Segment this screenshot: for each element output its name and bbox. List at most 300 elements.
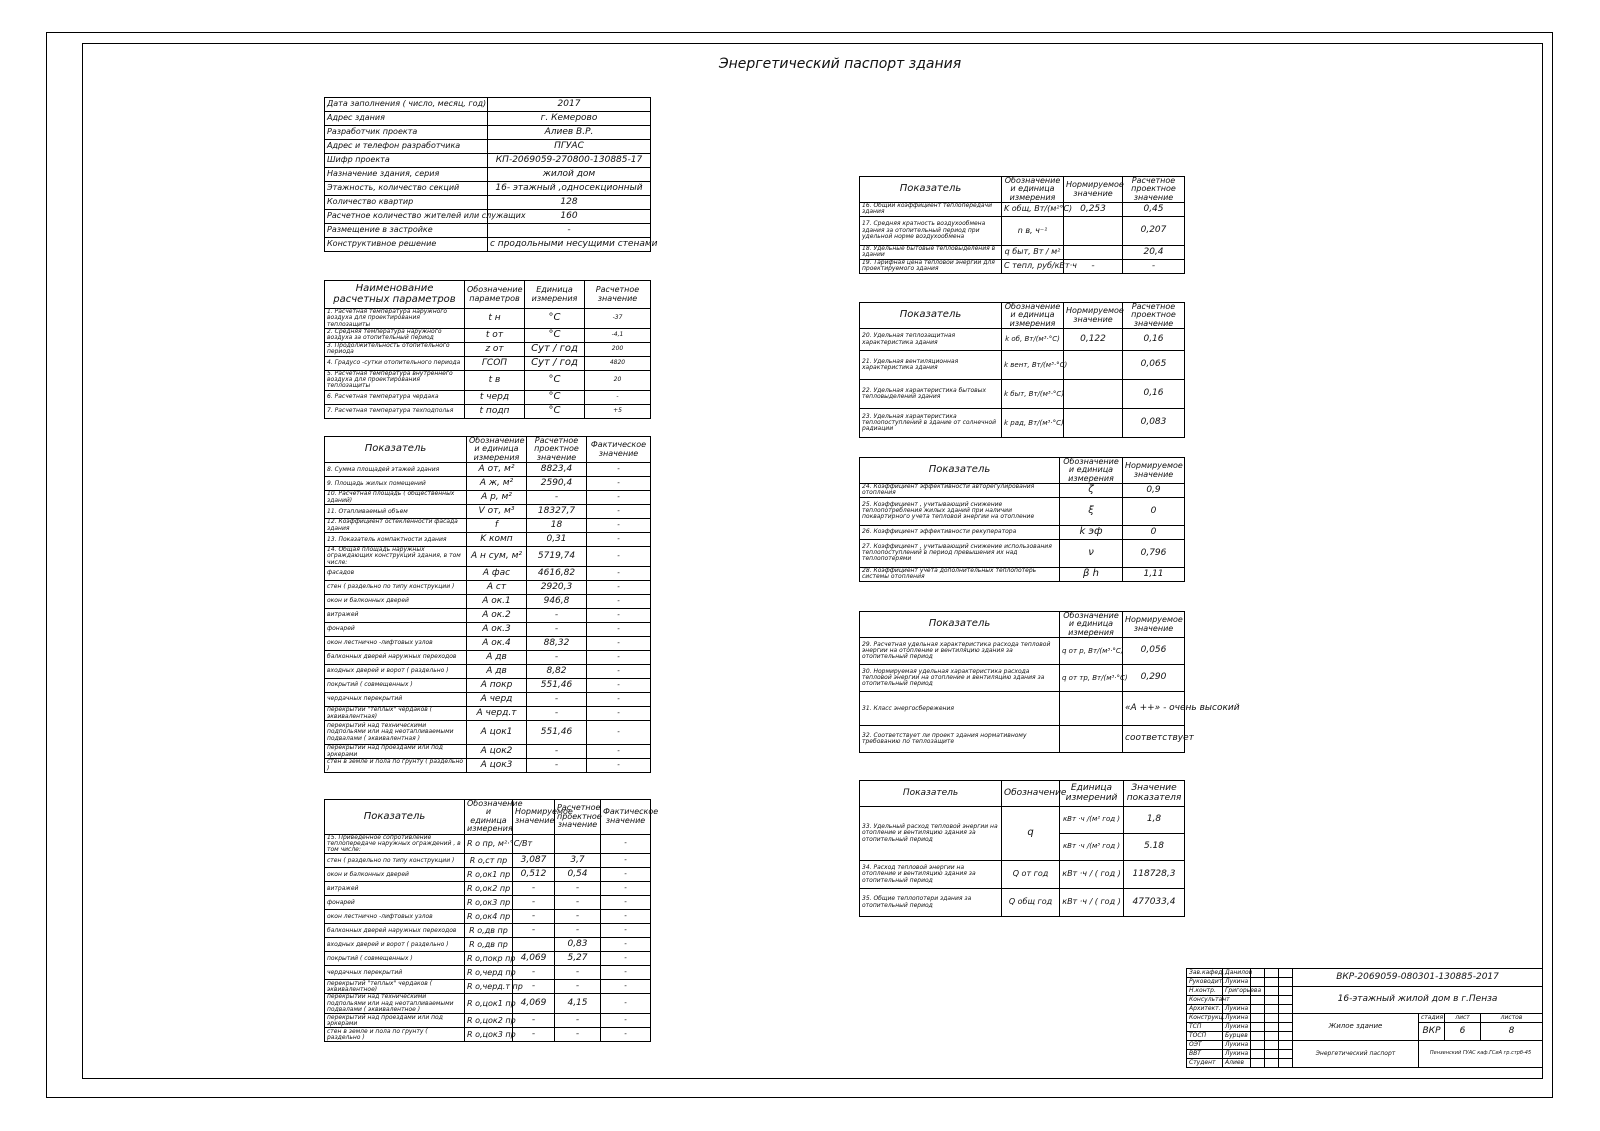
resistance-cell: фонарей: [325, 896, 465, 910]
general-info-body: [325, 98, 658, 252]
stamp-building: Жилое здание: [1293, 1014, 1419, 1041]
classification-cell: 31. Класс энергосбережения: [860, 692, 1060, 726]
general-row-label: Назначение здания, серия: [325, 168, 488, 182]
geometry-cell: перекрытий над проездами или под эркерами: [325, 745, 467, 759]
resistance-cell: R о,черд пр: [465, 966, 513, 980]
stamp-stage-header: стадия: [1419, 1014, 1445, 1023]
geometry-cell: A н сум, м²: [467, 547, 527, 567]
resistance-cell: 0,83: [555, 938, 601, 952]
specific-cell: 0,122: [1064, 329, 1123, 351]
resistance-cell: 0,54: [555, 868, 601, 882]
classification-cell: соответствует: [1123, 726, 1185, 753]
general-row-value: 16- этажный ,односекционный: [488, 182, 651, 196]
general-row-label: Размещение в застройке: [325, 224, 488, 238]
heat_transfer-row: [860, 245, 1185, 259]
stamp-role: Консультант: [1187, 996, 1223, 1005]
geometry-header: Фактическое значение: [587, 437, 651, 463]
resistance-cell: R о,ст пр: [465, 854, 513, 868]
design_params-cell: t черд: [465, 390, 525, 404]
resistance-cell: -: [555, 924, 601, 938]
resistance-cell: R о пр, м²·°С/Вт: [465, 834, 513, 854]
general-row: [325, 140, 651, 154]
stamp-org: Пензенский ГУАС каф.ГСиА гр.стрб-45: [1419, 1041, 1543, 1068]
specific-cell: 23. Удельная характеристика теплопоступлений в здание от солнечной радиации: [860, 409, 1002, 438]
coefficients-cell: 0,9: [1123, 484, 1185, 498]
geometry-header: Расчетное проектное значение: [527, 437, 587, 463]
stamp-sign: [1251, 1014, 1265, 1023]
resistance-cell: 4,15: [555, 994, 601, 1014]
resistance-cell: перекрытий над техническими подпольями или над неотапливаемыми подвалами ( эквивалентное ): [325, 994, 465, 1014]
heat_transfer-row: [860, 259, 1185, 273]
heat_transfer-cell: [1064, 245, 1123, 259]
geometry-row: [325, 693, 651, 707]
general-row-label: Конструктивное решение: [325, 238, 488, 252]
general-row: [325, 126, 651, 140]
geometry-cell: 4616,82: [527, 567, 587, 581]
geometry-cell: -: [587, 707, 651, 721]
stamp-sign: [1251, 1059, 1265, 1068]
geometry-row: [325, 519, 651, 533]
classification-table: [859, 611, 1240, 753]
geometry-cell: 8,82: [527, 665, 587, 679]
geometry-cell: A ок.3: [467, 623, 527, 637]
resistance-row: [325, 1028, 651, 1042]
general-row: [325, 112, 651, 126]
classification-cell: 32. Соответствует ли проект здания нормативному требованию по теплозащите: [860, 726, 1060, 753]
general-row: [325, 224, 651, 238]
resistance-cell: 3,087: [513, 854, 555, 868]
design_params-cell: -37: [585, 309, 651, 329]
geometry-row: [325, 679, 651, 693]
geometry-cell: -: [587, 651, 651, 665]
geometry-cell: 0,31: [527, 533, 587, 547]
geometry-cell: -: [587, 463, 651, 477]
specific-cell: k вент, Вт/(м³·°С): [1002, 351, 1064, 380]
resistance-cell: стен в земле и пола по грунту ( раздельно ): [325, 1028, 465, 1042]
resistance-cell: R о,ок1 пр: [465, 868, 513, 882]
heat_transfer-cell: 16. Общий коэффициент теплопередачи здания: [860, 203, 1002, 217]
resistance-cell: R о,черд.т пр: [465, 980, 513, 994]
geometry-cell: -: [527, 491, 587, 505]
general-row-label: Расчетное количество жителей или служащих: [325, 210, 488, 224]
resistance-cell: [555, 834, 601, 854]
specific-row: [860, 351, 1185, 380]
design_params-cell: z от: [465, 342, 525, 356]
stamp-date: [1265, 969, 1279, 978]
title-block-row: [1187, 1014, 1543, 1023]
design_params-row: [325, 356, 651, 370]
energy-cell: Q общ год: [1002, 889, 1060, 917]
resistance-row: [325, 966, 651, 980]
geometry-cell: 88,32: [527, 637, 587, 651]
design_params-cell: Сут / год: [525, 342, 585, 356]
resistance-row: [325, 834, 651, 854]
resistance-row: [325, 924, 651, 938]
coefficients-header: Нормируемое значение: [1123, 458, 1185, 484]
resistance-row: [325, 910, 651, 924]
geometry-cell: 5719,74: [527, 547, 587, 567]
heat_transfer-cell: [1064, 216, 1123, 245]
stamp-sign: [1251, 1050, 1265, 1059]
general-row-label: Дата заполнения ( число, месяц, год): [325, 98, 488, 112]
stamp-role: ТОСП: [1187, 1032, 1223, 1041]
stamp-name: Алиев: [1223, 1059, 1251, 1068]
geometry-cell: A цок3: [467, 759, 527, 773]
geometry-cell: A черд: [467, 693, 527, 707]
specific-row: [860, 409, 1185, 438]
design_params-row: [325, 390, 651, 404]
geometry-row: [325, 623, 651, 637]
resistance-cell: -: [513, 1014, 555, 1028]
geometry-row: [325, 505, 651, 519]
design_params-row: [325, 404, 651, 418]
geometry-cell: A ок.1: [467, 595, 527, 609]
resistance-cell: -: [555, 980, 601, 994]
classification-cell: 30. Нормируемая удельная характеристика расхода тепловой энергии на отопление и вентиляцию здания за отопительный период: [860, 665, 1060, 692]
heat_transfer-cell: -: [1123, 259, 1185, 273]
resistance-cell: -: [513, 1028, 555, 1042]
resistance-cell: [513, 938, 555, 952]
stamp-sheet-header: лист: [1445, 1014, 1481, 1023]
heat_transfer-cell: 20,4: [1123, 245, 1185, 259]
specific-cell: [1064, 351, 1123, 380]
geometry-cell: -: [587, 679, 651, 693]
resistance-cell: балконных дверей наружных переходов: [325, 924, 465, 938]
specific-cell: k быт, Вт/(м³·°С): [1002, 380, 1064, 409]
design_params-row: [325, 342, 651, 356]
design_params-row: [325, 328, 651, 342]
stamp-sign: [1251, 1023, 1265, 1032]
coefficients-cell: 24. Коэффициент эффективности авторегулирования отопления: [860, 484, 1060, 498]
specific-header: Расчетное проектное значение: [1123, 303, 1185, 329]
resistance-row: [325, 952, 651, 966]
resistance-cell: -: [555, 896, 601, 910]
specific-cell: k об, Вт/(м³·°С): [1002, 329, 1064, 351]
resistance-row: [325, 868, 651, 882]
general-row-label: Шифр проекта: [325, 154, 488, 168]
resistance-header: Показатель: [325, 800, 465, 835]
design_params-cell: 4. Градусо -сутки отопительного периода: [325, 356, 465, 370]
stamp-name: Лукина: [1223, 978, 1251, 987]
specific-row: [860, 380, 1185, 409]
resistance-cell: R о,покр пр: [465, 952, 513, 966]
energy-consumption-table: [859, 780, 1185, 917]
geometry-cell: покрытий ( совмещенных ): [325, 679, 467, 693]
geometry-cell: -: [587, 581, 651, 595]
resistance-row: [325, 938, 651, 952]
classification-cell: 0,290: [1123, 665, 1185, 692]
coefficients-header: Показатель: [860, 458, 1060, 484]
geometry-cell: балконных дверей наружных переходов: [325, 651, 467, 665]
coefficients-row: [860, 497, 1185, 525]
title-block-row: [1187, 969, 1543, 978]
coefficients-cell: k эф: [1060, 525, 1123, 539]
general-row-value: КП-2069059-270800-130885-17: [488, 154, 651, 168]
stamp-blank: [1279, 978, 1293, 987]
classification-header: Обозначение и единица измерения: [1060, 612, 1123, 638]
coefficients-cell: 0,796: [1123, 539, 1185, 567]
general-row-label: Адрес здания: [325, 112, 488, 126]
geometry-cell: -: [527, 609, 587, 623]
geometry-table: [324, 436, 651, 773]
specific-cell: 0,16: [1123, 380, 1185, 409]
design_params-row: [325, 309, 651, 329]
resistance-header: Фактическое значение: [601, 800, 651, 835]
stamp-sign: [1251, 996, 1265, 1005]
stamp-name: Лукина: [1223, 1005, 1251, 1014]
design_params-header: Наименование расчетных параметров: [325, 281, 465, 309]
geometry-cell: A ок.2: [467, 609, 527, 623]
design_params-cell: ГСОП: [465, 356, 525, 370]
geometry-cell: -: [587, 759, 651, 773]
resistance-cell: -: [601, 834, 651, 854]
heat_transfer-cell: 0,45: [1123, 203, 1185, 217]
geometry-row: [325, 665, 651, 679]
general-row: [325, 168, 651, 182]
resistance-cell: R о,ок4 пр: [465, 910, 513, 924]
resistance-cell: -: [601, 896, 651, 910]
geometry-cell: входных дверей и ворот ( раздельно ): [325, 665, 467, 679]
resistance-cell: -: [555, 1028, 601, 1042]
geometry-cell: -: [587, 547, 651, 567]
general-row: [325, 238, 651, 252]
resistance-cell: 5,27: [555, 952, 601, 966]
geometry-cell: 2590,4: [527, 477, 587, 491]
geometry-row: [325, 745, 651, 759]
stamp-name: Данилов: [1223, 969, 1251, 978]
coefficients-cell: 0: [1123, 525, 1185, 539]
coefficients-cell: ν: [1060, 539, 1123, 567]
geometry-cell: A цок2: [467, 745, 527, 759]
classification-header: Нормируемое значение: [1123, 612, 1185, 638]
resistance-cell: -: [601, 910, 651, 924]
resistance-cell: -: [601, 980, 651, 994]
design_params-cell: 4820: [585, 356, 651, 370]
geometry-row: [325, 609, 651, 623]
stamp-blank: [1279, 996, 1293, 1005]
geometry-cell: -: [587, 693, 651, 707]
heat_transfer-header: Показатель: [860, 177, 1002, 203]
stamp-role: Руководит.: [1187, 978, 1223, 987]
specific-cell: 22. Удельная характеристика бытовых тепловыделений здания: [860, 380, 1002, 409]
design_params-cell: -: [585, 390, 651, 404]
resistance-header: Обозначение и единица измерения: [465, 800, 513, 835]
design_params-header: Единица измерения: [525, 281, 585, 309]
heat_transfer-cell: 0,253: [1064, 203, 1123, 217]
heat_transfer-header: Расчетное проектное значение: [1123, 177, 1185, 203]
geometry-cell: 10. Расчетная площадь ( общественных зданий): [325, 491, 467, 505]
heat_transfer-cell: 17. Средняя кратность воздухообмена здания за отопительный период при удельной норме воздухообмена: [860, 216, 1002, 245]
stamp-blank: [1279, 1005, 1293, 1014]
stamp-name: Лукина: [1223, 1014, 1251, 1023]
coefficients-header: Обозначение и единица измерения: [1060, 458, 1123, 484]
resistance-cell: -: [601, 938, 651, 952]
geometry-row: [325, 651, 651, 665]
geometry-row: [325, 477, 651, 491]
stamp-date: [1265, 1032, 1279, 1041]
stamp-date: [1265, 1023, 1279, 1032]
specific-cell: 0,083: [1123, 409, 1185, 438]
resistance-cell: -: [555, 966, 601, 980]
geometry-cell: перекрытий над техническими подпольями или над неотапливаемыми подвалами ( эквивалентная ): [325, 721, 467, 745]
stamp-blank: [1279, 1023, 1293, 1032]
geometry-cell: витражей: [325, 609, 467, 623]
geometry-cell: -: [587, 477, 651, 491]
geometry-cell: -: [587, 623, 651, 637]
energy-cell: кВт ·ч / ( год ): [1060, 889, 1124, 917]
geometry-cell: V от, м³: [467, 505, 527, 519]
general-row-label: Количество квартир: [325, 196, 488, 210]
design_params-cell: t от: [465, 328, 525, 342]
general-row-value: ПГУАС: [488, 140, 651, 154]
design_params-cell: t подп: [465, 404, 525, 418]
energy-cell: 118728,3: [1124, 861, 1185, 889]
general-row-value: -: [488, 224, 651, 238]
resistance-cell: -: [601, 952, 651, 966]
stamp-date: [1265, 1005, 1279, 1014]
geometry-cell: A ок.4: [467, 637, 527, 651]
geometry-cell: 551,46: [527, 679, 587, 693]
heat_transfer-row: [860, 203, 1185, 217]
stamp-blank: [1279, 1050, 1293, 1059]
geometry-cell: -: [527, 651, 587, 665]
heat_transfer-header: Обозначение и единица измерения: [1002, 177, 1064, 203]
geometry-cell: -: [587, 519, 651, 533]
energy-row-symbol: q: [1002, 807, 1060, 861]
resistance-cell: R о,цок3 пр: [465, 1028, 513, 1042]
geometry-cell: 8823,4: [527, 463, 587, 477]
stamp-blank: [1279, 1014, 1293, 1023]
resistance-row: [325, 896, 651, 910]
heat_transfer-cell: -: [1064, 259, 1123, 273]
title-block-row: [1187, 987, 1543, 996]
classification-cell: 29. Расчетная удельная характеристика расхода тепловой энергии на отопление и вентиляцию здания за отопительный период: [860, 638, 1060, 665]
classification-row: [860, 638, 1185, 665]
resistance-row: [325, 854, 651, 868]
energy-row-unit: кВт ·ч /(м² год ): [1060, 807, 1124, 834]
stamp-role: Н.контр.: [1187, 987, 1223, 996]
geometry-cell: перекрытий "теплых" чердаков ( эквивалентная): [325, 707, 467, 721]
geometry-cell: 8. Сумма площадей этажей здания: [325, 463, 467, 477]
general-row-label: Адрес и телефон разработчика: [325, 140, 488, 154]
heat_transfer-cell: 0,207: [1123, 216, 1185, 245]
geometry-cell: стен ( раздельно по типу конструкции ): [325, 581, 467, 595]
heat_transfer-cell: q быт, Вт / м²: [1002, 245, 1064, 259]
energy-row-value: 5.18: [1124, 834, 1185, 861]
geometry-cell: 11. Отапливаемый объем: [325, 505, 467, 519]
geometry-cell: A ж, м²: [467, 477, 527, 491]
geometry-cell: 946,8: [527, 595, 587, 609]
resistance-cell: R о,цок2 пр: [465, 1014, 513, 1028]
classification-cell: q от р, Вт/(м³·°С): [1060, 638, 1123, 665]
resistance-cell: R о,цок1 пр: [465, 994, 513, 1014]
geometry-cell: A черд.т: [467, 707, 527, 721]
design_params-cell: 20: [585, 370, 651, 390]
geometry-row: [325, 567, 651, 581]
stamp-role: Конструкц.: [1187, 1014, 1223, 1023]
resistance-table: [324, 799, 659, 1042]
coefficients-row: [860, 539, 1185, 567]
specific-cell: 0,065: [1123, 351, 1185, 380]
resistance-cell: -: [555, 882, 601, 896]
resistance-cell: R о,ок3 пр: [465, 896, 513, 910]
geometry-cell: стен в земле и пола по грунту ( раздельно ): [325, 759, 467, 773]
coefficients-cell: ζ: [1060, 484, 1123, 498]
geometry-row: [325, 533, 651, 547]
coefficients-cell: ξ: [1060, 497, 1123, 525]
coefficients-row: [860, 567, 1185, 581]
resistance-row: [325, 882, 651, 896]
geometry-cell: A от, м²: [467, 463, 527, 477]
resistance-cell: перекрытий над проездами или под эркерами: [325, 1014, 465, 1028]
resistance-cell: -: [513, 896, 555, 910]
general-row-label: Разработчик проекта: [325, 126, 488, 140]
geometry-row: [325, 707, 651, 721]
stamp-sign: [1251, 1041, 1265, 1050]
resistance-cell: 15. Приведенное сопротивление теплопередаче наружных ограждений , в том числе:: [325, 834, 465, 854]
resistance-cell: R о,дв пр: [465, 924, 513, 938]
design_params-cell: 200: [585, 342, 651, 356]
design_params-cell: 1. Расчетная температура наружного воздуха для проектирования теплозащиты: [325, 309, 465, 329]
heat_transfer-cell: 18. Удельные бытовые тепловыделения в здании: [860, 245, 1002, 259]
design_params-cell: °С: [525, 328, 585, 342]
stamp-name: Лукина: [1223, 1050, 1251, 1059]
coefficients-cell: 26. Коэффициент эффективности рекуператора: [860, 525, 1060, 539]
geometry-row: [325, 463, 651, 477]
geometry-row: [325, 595, 651, 609]
general-row-value: Алиев В.Р.: [488, 126, 651, 140]
general-row: [325, 98, 651, 112]
energy-row: [860, 889, 1185, 917]
classification-cell: [1060, 726, 1123, 753]
geometry-cell: A покр: [467, 679, 527, 693]
energy-row: [860, 861, 1185, 889]
geometry-cell: A фас: [467, 567, 527, 581]
general-row-value: с продольными несущими стенами: [488, 238, 651, 252]
resistance-cell: -: [601, 1014, 651, 1028]
resistance-cell: -: [601, 868, 651, 882]
resistance-row: [325, 994, 651, 1014]
geometry-cell: -: [587, 505, 651, 519]
resistance-cell: -: [555, 1014, 601, 1028]
resistance-cell: окон лестнично -лифтовых узлов: [325, 910, 465, 924]
geometry-cell: -: [527, 745, 587, 759]
heat_transfer-cell: 19. Тарифная цена тепловой энергии для проектируемого здания: [860, 259, 1002, 273]
stamp-name: Бурцев: [1223, 1032, 1251, 1041]
resistance-cell: -: [513, 910, 555, 924]
stamp-sheets: 8: [1481, 1023, 1543, 1041]
geometry-cell: фасадов: [325, 567, 467, 581]
specific-header: Нормируемое значение: [1064, 303, 1123, 329]
heat_transfer-cell: С тепл, руб/кВт·ч: [1002, 259, 1064, 273]
stamp-date: [1265, 1050, 1279, 1059]
geometry-cell: 13. Показатель компактности здания: [325, 533, 467, 547]
stamp-blank: [1279, 1041, 1293, 1050]
specific-cell: k рад, Вт/(м³·°С): [1002, 409, 1064, 438]
geometry-cell: A дв: [467, 651, 527, 665]
geometry-cell: -: [587, 491, 651, 505]
design_params-cell: °С: [525, 370, 585, 390]
stamp-blank: [1279, 1059, 1293, 1068]
geometry-cell: 18: [527, 519, 587, 533]
energy-header: Значение показателя: [1124, 781, 1185, 807]
heat_transfer-cell: n в, ч⁻¹: [1002, 216, 1064, 245]
geometry-cell: -: [587, 533, 651, 547]
stamp-name: Григорьева: [1223, 987, 1251, 996]
resistance-cell: R о,дв пр: [465, 938, 513, 952]
resistance-cell: -: [601, 966, 651, 980]
heat_transfer-header: Нормируемое значение: [1064, 177, 1123, 203]
